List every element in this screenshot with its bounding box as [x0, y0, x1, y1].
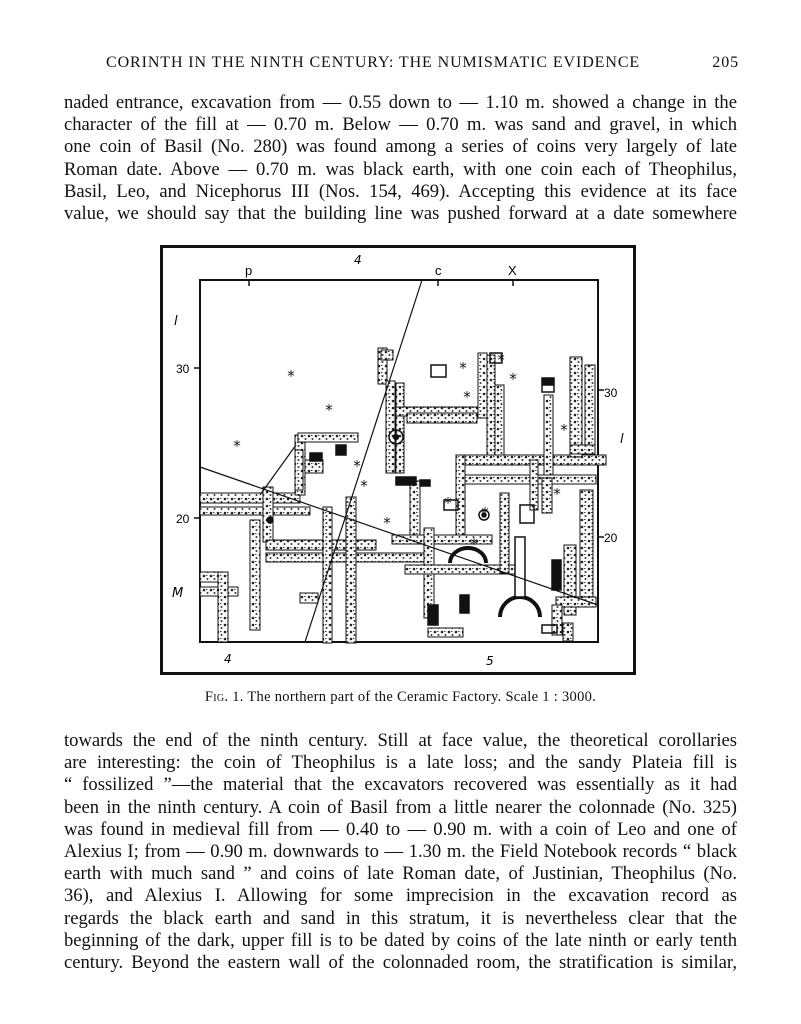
running-title: CORINTH IN THE NINTH CENTURY: THE NUMISMATIC EVIDENCE: [106, 54, 641, 71]
svg-text:*: *: [509, 370, 517, 388]
text-line: been in the ninth century. A coin of Basil from a little nearer the colonnade (No. 325): [64, 796, 737, 818]
figure-label: Fig. 1.: [204, 689, 244, 705]
grid-label-top-4: 4: [354, 253, 362, 267]
text-line: naded entrance, excavation from — 0.55 down to — 1.10 m. showed a change in the: [64, 92, 737, 113]
text-line: character of the fill at — 0.70 m. Below — 0.70 m. was sand and gravel, in which: [64, 114, 737, 136]
grid-label-left-l: l: [174, 314, 178, 329]
site-plan-drawing: [160, 245, 636, 675]
text-line: are interesting: the coin of Theophilus is a late loss; and the sandy Plateia fill is: [64, 752, 737, 774]
grid-label-p: p: [245, 263, 253, 278]
svg-text:*: *: [360, 477, 368, 495]
text-line: Roman date. Above — 0.70 m. was black earth, with one coin each of Theophilus,: [64, 158, 737, 180]
text-line: 36), and Alexius I. Allowing for some imprecision in the excavation record as: [64, 885, 737, 907]
text-line: “ fossilized ”—the material that the excavators recovered was essentially as it had: [64, 774, 737, 796]
text-line: regards the black earth and sand in this stratum, it is nevertheless clear that the: [64, 907, 737, 929]
grid-label-bottom-5: 5: [486, 654, 494, 668]
svg-text:*: *: [383, 514, 391, 532]
text-line: century. Beyond the eastern wall of the colonnaded room, the stratification is similar,: [64, 952, 737, 974]
svg-text:*: *: [459, 359, 467, 377]
page-number: 205: [712, 54, 739, 71]
svg-text:*: *: [481, 504, 489, 522]
figure-1-plan: [160, 245, 636, 675]
svg-text:*: *: [560, 421, 568, 439]
paragraph-2: [64, 730, 737, 974]
svg-text:*: *: [287, 367, 295, 385]
svg-text:*: *: [463, 388, 471, 406]
figure-caption: [64, 689, 737, 706]
grid-label-left-30: 30: [176, 362, 190, 376]
grid-label-right-20: 20: [604, 531, 618, 545]
svg-text:*: *: [444, 494, 452, 512]
grid-label-bottom-4: 4: [224, 652, 232, 666]
text-line: towards the end of the ninth century. Still at face value, the theoretical corollaries: [64, 730, 737, 751]
paragraph-1: [64, 92, 737, 225]
grid-label-x: X: [508, 263, 517, 278]
running-head: [64, 54, 739, 76]
svg-text:*: *: [353, 457, 361, 475]
text-line: was found in medieval fill from — 0.40 to — 0.90 m. with a coin of Leo and one of: [64, 818, 737, 840]
svg-text:*: *: [325, 401, 333, 419]
text-line: beginning of the dark, upper fill is to be dated by coins of the late ninth or early tenth: [64, 929, 737, 951]
text-line: value, we should say that the building line was pushed forward at a date somewhere: [64, 203, 737, 225]
text-line: earth with much sand ” and coins of late Roman date, of Justinian, Theophilus (No.: [64, 863, 737, 885]
text-line: one coin of Basil (No. 280) was found among a series of coins very largely of late: [64, 136, 737, 158]
svg-text:*: *: [233, 437, 241, 455]
svg-text:*: *: [497, 351, 505, 369]
text-line: Basil, Leo, and Nicephorus III (Nos. 154, 469). Accepting this evidence at its face: [64, 180, 737, 202]
grid-label-right-l: l: [620, 432, 624, 447]
svg-text:*: *: [553, 485, 561, 503]
figure-caption-text: The northern part of the Ceramic Factory. Scale 1 : 3000.: [247, 689, 597, 705]
grid-label-left-20: 20: [176, 512, 190, 526]
grid-label-c: c: [435, 263, 442, 278]
grid-label-m: M: [172, 586, 184, 601]
grid-label-right-30: 30: [604, 386, 618, 400]
svg-text:*: *: [470, 535, 478, 553]
text-line: Alexius I; from — 0.90 m. downwards to — 1.30 m. the Field Notebook records “ black: [64, 841, 737, 863]
